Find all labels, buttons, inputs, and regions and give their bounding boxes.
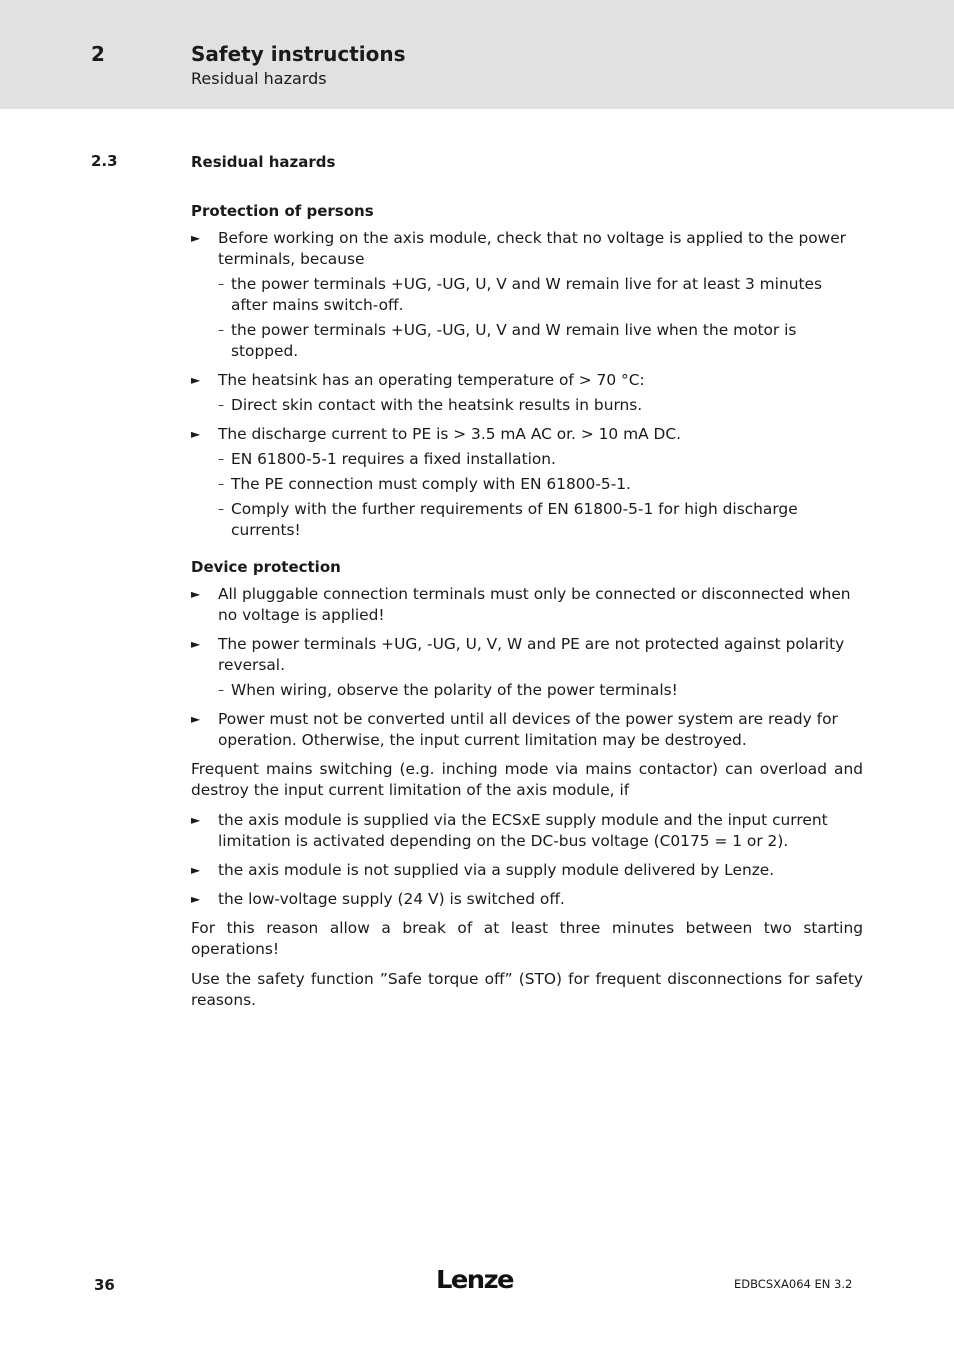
bullet-item bbox=[191, 370, 863, 416]
page-content bbox=[191, 152, 863, 1020]
sub-item bbox=[218, 395, 863, 416]
sub-item bbox=[218, 449, 863, 470]
dash-marker: – bbox=[218, 477, 224, 491]
bullet-arrow-icon: ► bbox=[191, 427, 201, 441]
bullet-item bbox=[191, 810, 863, 852]
bullet-arrow-icon: ► bbox=[191, 231, 201, 245]
bullet-arrow-icon: ► bbox=[191, 892, 201, 906]
chapter-title: Safety instructions bbox=[191, 42, 406, 66]
break-paragraph: For this reason allow a break of at least three minutes between two starting operations! bbox=[191, 919, 863, 958]
bullet-arrow-icon: ► bbox=[191, 637, 201, 651]
bullet-item bbox=[191, 860, 863, 881]
bullet-arrow-icon: ► bbox=[191, 712, 201, 726]
dash-marker: – bbox=[218, 683, 224, 697]
lenze-logo bbox=[436, 1263, 516, 1295]
device-protection-heading: Device protection bbox=[191, 558, 341, 576]
bullet-item bbox=[191, 709, 863, 751]
bullet-text: the axis module is supplied via the ECSxE supply module and the input current limitation is activated depending on the DC-bus voltage (C0175 = 1 or 2). bbox=[218, 811, 828, 850]
document-id: EDBCSXA064 EN 3.2 bbox=[734, 1277, 853, 1291]
bullet-arrow-icon: ► bbox=[191, 587, 201, 601]
chapter-number: 2 bbox=[91, 42, 105, 66]
section-number: 2.3 bbox=[91, 152, 118, 170]
mains-switching-list bbox=[191, 810, 863, 910]
bullet-text: The discharge current to PE is > 3.5 mA AC or. > 10 mA DC. bbox=[218, 425, 682, 443]
bullet-item bbox=[191, 889, 863, 910]
sub-item-text: the power terminals +UG, -UG, U, V and W remain live for at least 3 minutes after mains switch-off. bbox=[231, 275, 822, 314]
sub-item-text: EN 61800-5-1 requires a fixed installation. bbox=[231, 450, 556, 468]
bullet-text: Before working on the axis module, check that no voltage is applied to the power terminals, because bbox=[218, 229, 847, 268]
page-number: 36 bbox=[94, 1276, 115, 1294]
protection-of-persons-heading: Protection of persons bbox=[191, 202, 374, 220]
bullet-text: The heatsink has an operating temperature of > 70 °C: bbox=[218, 371, 645, 389]
bullet-text: Power must not be converted until all devices of the power system are ready for operation. Otherwise, the input current limitation may be destroyed. bbox=[218, 710, 838, 749]
dash-marker: – bbox=[218, 323, 224, 337]
sub-item bbox=[218, 320, 863, 362]
sub-item bbox=[218, 499, 863, 541]
sub-item-text: The PE connection must comply with EN 61800-5-1. bbox=[231, 475, 631, 493]
logo-wordmark: Lenze bbox=[436, 1265, 514, 1294]
sub-item bbox=[218, 680, 863, 701]
mains-switching-intro: Frequent mains switching (e.g. inching mode via mains contactor) can overload and destroy the input current limitation of the axis module, if bbox=[191, 760, 863, 799]
bullet-text: The power terminals +UG, -UG, U, V, W and PE are not protected against polarity reversal. bbox=[218, 635, 845, 674]
bullet-item bbox=[191, 634, 863, 701]
sub-item-text: Comply with the further requirements of EN 61800-5-1 for high discharge currents! bbox=[231, 500, 798, 539]
bullet-item bbox=[191, 424, 863, 541]
bullet-text: the axis module is not supplied via a supply module delivered by Lenze. bbox=[218, 861, 775, 879]
dash-marker: – bbox=[218, 398, 224, 412]
protection-of-persons-list bbox=[191, 228, 863, 541]
bullet-arrow-icon: ► bbox=[191, 373, 201, 387]
bullet-text: the low-voltage supply (24 V) is switched off. bbox=[218, 890, 565, 908]
bullet-item bbox=[191, 228, 863, 362]
bullet-item bbox=[191, 584, 863, 626]
dash-marker: – bbox=[218, 502, 224, 516]
device-protection-list bbox=[191, 584, 863, 751]
bullet-arrow-icon: ► bbox=[191, 813, 201, 827]
bullet-text: All pluggable connection terminals must only be connected or disconnected when no voltage is applied! bbox=[218, 585, 851, 624]
chapter-subtitle: Residual hazards bbox=[191, 69, 327, 88]
bullet-arrow-icon: ► bbox=[191, 863, 201, 877]
sub-item-text: the power terminals +UG, -UG, U, V and W remain live when the motor is stopped. bbox=[231, 321, 797, 360]
section-title: Residual hazards bbox=[191, 153, 336, 171]
sub-item-text: Direct skin contact with the heatsink results in burns. bbox=[231, 396, 643, 414]
sub-item-text: When wiring, observe the polarity of the power terminals! bbox=[231, 681, 678, 699]
sub-item bbox=[218, 474, 863, 495]
sub-item bbox=[218, 274, 863, 316]
sto-paragraph: Use the safety function ”Safe torque off” (STO) for frequent disconnections for safety reasons. bbox=[191, 970, 863, 1009]
page-header bbox=[0, 0, 954, 109]
dash-marker: – bbox=[218, 452, 224, 466]
dash-marker: – bbox=[218, 277, 224, 291]
